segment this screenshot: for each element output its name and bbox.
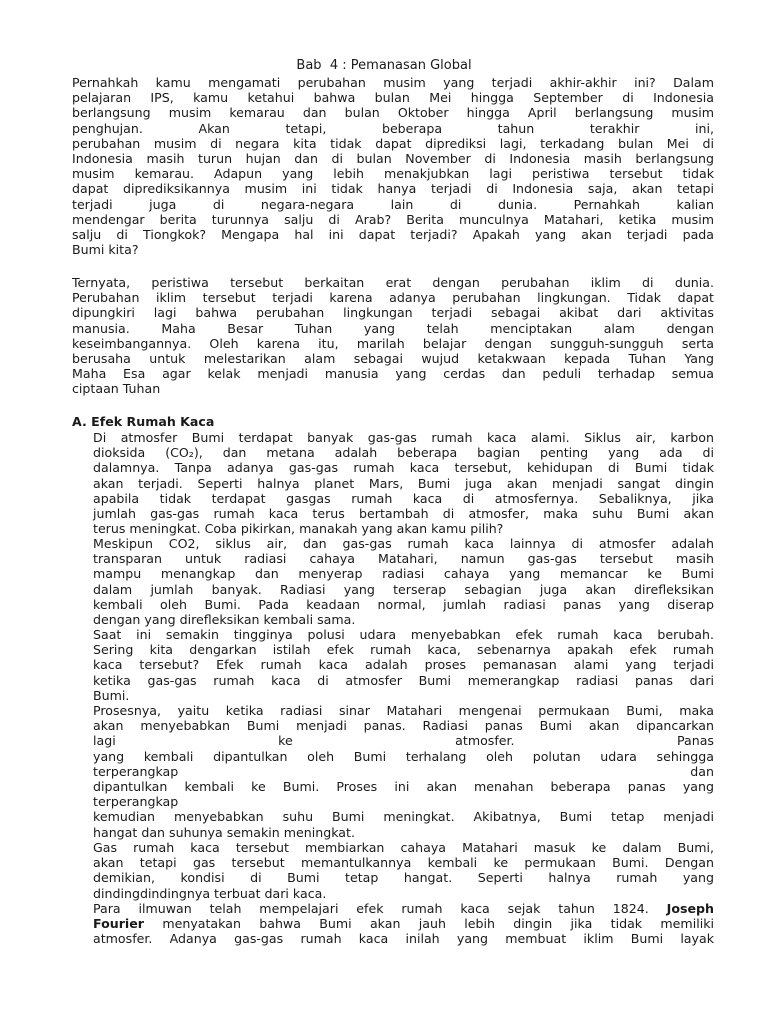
paragraph-line: Indonesia masih turun hujan dan di bulan November di Indonesia masih berlangsung	[72, 150, 714, 166]
intro-paragraph-2	[72, 275, 714, 397]
paragraph-line: dalamnya. Tanpa adanya gas-gas rumah kaca tersebut, kehidupan di Bumi tidak	[93, 460, 714, 476]
chapter-title	[0, 58, 768, 74]
paragraph-line: ciptaan Tuhan	[72, 381, 161, 397]
paragraph-line: jumlah gas-gas rumah kaca terus bertambah di atmosfer, maka suhu Bumi akan	[93, 505, 714, 521]
paragraph-line: lagi ke atmosfer. Panas	[93, 733, 714, 749]
paragraph-line: Maha Esa agar kelak menjadi manusia yang cerdas dan peduli terhadap semua	[72, 366, 714, 382]
paragraph-text: Para ilmuwan telah mempelajari efek rumah kaca sejak tahun 1824.	[93, 901, 649, 916]
paragraph-line: kaca tersebut? Efek rumah kaca adalah proses pemanasan alami yang terjadi	[93, 657, 714, 673]
section-a-heading	[72, 414, 714, 429]
section-a-paragraph-4	[93, 703, 714, 840]
paragraph-line: mendengar berita turunnya salju di Arab? Berita munculnya Matahari, ketika musim	[72, 211, 714, 227]
paragraph-line: dapat diprediksikannya musim ini tidak hanya terjadi di Indonesia saja, akan tetapi	[72, 181, 714, 197]
paragraph-line: terperangkap dan	[93, 763, 714, 779]
paragraph-line: Pernahkah kamu mengamati perubahan musim yang terjadi akhir-akhir ini? Dalam	[72, 75, 714, 90]
paragraph-line: Saat ini semakin tingginya polusi udara menyebabkan efek rumah kaca berubah.	[93, 627, 714, 642]
paragraph-line: berusaha untuk melestarikan alam sebagai wujud ketakwaan kepada Tuhan Yang	[72, 350, 714, 366]
section-a-paragraph-1	[93, 430, 714, 536]
paragraph-line: dipungkiri lagi bahwa perubahan lingkungan terjadi sebagai akibat dari aktivitas	[72, 305, 714, 321]
paragraph-line: mampu menangkap dan menyerap radiasi cahaya yang memancar ke Bumi	[93, 566, 714, 582]
paragraph-line	[93, 901, 714, 916]
paragraph-line: penghujan. Akan tetapi, beberapa tahun terakhir ini,	[72, 120, 714, 136]
paragraph-line: terus meningkat. Coba pikirkan, manakah yang akan kamu pilih?	[93, 521, 504, 537]
paragraph-line: Bumi kita?	[72, 242, 139, 258]
paragraph-line: berlangsung musim kemarau dan bulan Oktober hingga April berlangsung musim	[72, 105, 714, 121]
chapter-number: 4	[329, 58, 339, 73]
paragraph-line: Sering kita dengarkan istilah efek rumah kaca, sebenarnya apakah efek rumah	[93, 642, 714, 658]
paragraph-line: hangat dan suhunya semakin meningkat.	[93, 824, 355, 840]
paragraph-line: Ternyata, peristiwa tersebut berkaitan erat dengan perubahan iklim di dunia.	[72, 275, 714, 290]
chapter-name: Pemanasan Global	[350, 58, 472, 73]
paragraph-line: akan terjadi. Seperti halnya planet Mars, Bumi juga akan menjadi sangat dingin	[93, 475, 714, 491]
paragraph-text: menyatakan bahwa Bumi akan jauh lebih dingin jika tidak memiliki	[162, 916, 714, 932]
section-a-paragraph-6	[93, 901, 714, 947]
paragraph-line: terjadi juga di negara-negara lain di dunia. Pernahkah kalian	[72, 196, 714, 212]
paragraph-line: salju di Tiongkok? Mengapa hal ini dapat terjadi? Apakah yang akan terjadi pada	[72, 226, 714, 242]
section-a-paragraph-2	[93, 536, 714, 627]
bold-name: Joseph	[666, 901, 714, 916]
paragraph-line: dindingdindingnya terbuat dari kaca.	[93, 885, 327, 901]
paragraph-line	[93, 916, 714, 931]
paragraph-line: manusia. Maha Besar Tuhan yang telah menciptakan alam dengan	[72, 320, 714, 336]
paragraph-line: Perubahan iklim tersebut terjadi karena adanya perubahan lingkungan. Tidak dapat	[72, 290, 714, 306]
section-heading-text: A. Efek Rumah Kaca	[72, 414, 215, 429]
paragraph-line: yang kembali dipantulkan oleh Bumi terhalang oleh polutan udara sehingga	[93, 748, 714, 764]
chapter-label: Bab	[296, 58, 322, 73]
chapter-separator: :	[342, 58, 347, 73]
intro-paragraph-1	[72, 75, 714, 257]
paragraph-line: akan tetapi gas tersebut memantulkannya kembali ke permukaan Bumi. Dengan	[93, 855, 714, 871]
paragraph-line: apabila tidak terdapat gasgas rumah kaca di atmosfernya. Sebaliknya, jika	[93, 490, 714, 506]
paragraph-line: terperangkap	[93, 794, 179, 810]
paragraph-line: kemudian menyebabkan suhu Bumi meningkat. Akibatnya, Bumi tetap menjadi	[93, 809, 714, 825]
paragraph-line: keseimbangannya. Oleh karena itu, marilah belajar dengan sungguh-sungguh serta	[72, 335, 714, 351]
section-a-paragraph-3	[93, 627, 714, 703]
paragraph-line: dengan yang direfleksikan kembali sama.	[93, 611, 356, 627]
bold-name: Fourier	[93, 916, 144, 932]
paragraph-line: dalam jumlah banyak. Radiasi yang terserap sebagian juga akan direfleksikan	[93, 581, 714, 597]
paragraph-line: transparan untuk radiasi cahaya Matahari, namun gas-gas tersebut masih	[93, 551, 714, 567]
paragraph-line: akan menyebabkan Bumi menjadi panas. Radiasi panas Bumi akan dipancarkan	[93, 718, 714, 734]
paragraph-line: dipantulkan kembali ke Bumi. Proses ini akan menahan beberapa panas yang	[93, 778, 714, 794]
paragraph-line: demikian, kondisi di Bumi tetap hangat. Seperti halnya rumah yang	[93, 870, 714, 886]
paragraph-line: kembali oleh Bumi. Pada keadaan normal, jumlah radiasi panas yang diserap	[93, 596, 714, 612]
paragraph-line: atmosfer. Adanya gas-gas rumah kaca inilah yang membuat iklim Bumi layak	[93, 931, 714, 947]
paragraph-line: Prosesnya, yaitu ketika radiasi sinar Matahari mengenai permukaan Bumi, maka	[93, 703, 714, 718]
paragraph-line: Meskipun CO2, siklus air, dan gas-gas rumah kaca lainnya di atmosfer adalah	[93, 536, 714, 551]
paragraph-line: perubahan musim di negara kita tidak dapat diprediksi lagi, terkadang bulan Mei di	[72, 135, 714, 151]
paragraph-line: dioksida (CO₂), dan metana adalah beberapa bagian penting yang ada di	[93, 445, 714, 461]
section-a-paragraph-5	[93, 840, 714, 901]
paragraph-line: Bumi.	[93, 687, 130, 703]
paragraph-line: pelajaran IPS, kamu ketahui bahwa bulan Mei hingga September di Indonesia	[72, 90, 714, 106]
paragraph-line: musim kemarau. Adapun yang lebih menakjubkan lagi peristiwa tersebut tidak	[72, 166, 714, 182]
paragraph-line: Gas rumah kaca tersebut membiarkan cahaya Matahari masuk ke dalam Bumi,	[93, 840, 714, 855]
paragraph-line: ketika gas-gas rumah kaca di atmosfer Bumi memerangkap radiasi panas dari	[93, 672, 714, 688]
paragraph-line: Di atmosfer Bumi terdapat banyak gas-gas rumah kaca alami. Siklus air, karbon	[93, 430, 714, 445]
